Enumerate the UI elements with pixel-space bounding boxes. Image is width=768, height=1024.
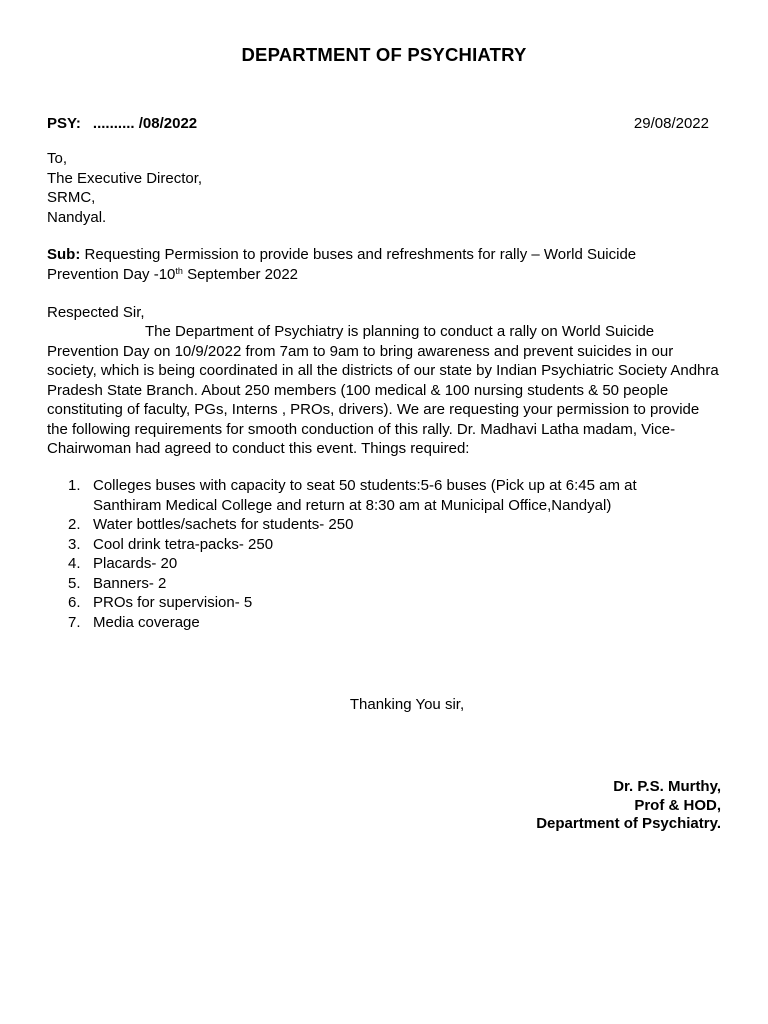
address-line: SRMC, xyxy=(47,189,96,206)
list-item xyxy=(47,535,687,555)
subject-line xyxy=(47,245,707,284)
reference-number xyxy=(47,115,197,132)
list-text: Placards- 20 xyxy=(93,555,178,572)
list-number: 2. xyxy=(68,516,81,533)
list-number: 5. xyxy=(68,574,81,592)
closing-line: Thanking You sir, xyxy=(349,696,465,713)
list-item xyxy=(47,476,687,515)
recipient-address xyxy=(47,149,727,227)
list-text: Cool drink tetra-packs- 250 xyxy=(93,535,274,553)
list-number: 3. xyxy=(68,535,81,553)
list-text: Banners- 2 xyxy=(93,574,167,592)
list-text: PROs for supervision- 5 xyxy=(93,594,253,611)
signature-block xyxy=(401,778,721,834)
subject-text-end: September 2022 xyxy=(182,265,298,283)
list-number: 7. xyxy=(68,613,81,631)
list-item xyxy=(47,515,687,535)
list-item xyxy=(47,613,687,633)
address-line: Nandyal. xyxy=(47,208,107,226)
list-item xyxy=(47,554,687,574)
address-line: The Executive Director, xyxy=(47,169,203,187)
list-item xyxy=(47,574,687,594)
signature-name: Dr. P.S. Murthy, xyxy=(613,778,721,795)
reference-label: PSY: xyxy=(47,115,81,132)
list-text: Media coverage xyxy=(93,613,200,631)
letter-date: 29/08/2022 xyxy=(633,115,709,132)
list-text: Colleges buses with capacity to seat 50 students:5-6 buses (Pick up at 6:45 am at Santhiram Medical College and return at 8:30 am at Municipal Office,Nandyal) xyxy=(93,477,637,514)
requirements-list xyxy=(47,476,687,632)
list-text: Water bottles/sachets for students- 250 xyxy=(93,516,354,533)
subject-text: Requesting Permission to provide buses and refreshments for rally – World Suicide Prevention Day -10 xyxy=(47,246,637,283)
address-line: To, xyxy=(47,150,68,167)
signature-department: Department of Psychiatry. xyxy=(536,815,721,832)
signature-title: Prof & HOD, xyxy=(634,796,721,814)
body-paragraph: The Department of Psychiatry is planning to conduct a rally on World Suicide Prevention Day on 10/9/2022 from 7am to 9am to bring awareness and prevent suicides in our society, which is being coordinated in all the districts of our state by Indian Psychiatric Society Andhra Pradesh State Branch. About 250 members (100 medical & 100 nursing students & 50 people constituting of faculty, PGs, Interns , PROs, drivers). We are requesting your permission to provide the following requirements for smooth conduction of this rally. Dr. Madhavi Latha madam, Vice-Chairwoman had agreed to conduct this event. Things required: xyxy=(47,323,719,457)
reference-line xyxy=(47,115,709,135)
list-number: 1. xyxy=(68,477,81,494)
salutation: Respected Sir, xyxy=(47,304,145,321)
list-number: 6. xyxy=(68,594,81,611)
subject-superscript: th xyxy=(175,265,183,276)
reference-value: .......... /08/2022 xyxy=(92,115,198,132)
list-number: 4. xyxy=(68,555,81,572)
list-item xyxy=(47,593,687,613)
subject-label: Sub: xyxy=(47,246,81,263)
department-title: DEPARTMENT OF PSYCHIATRY xyxy=(241,44,527,65)
